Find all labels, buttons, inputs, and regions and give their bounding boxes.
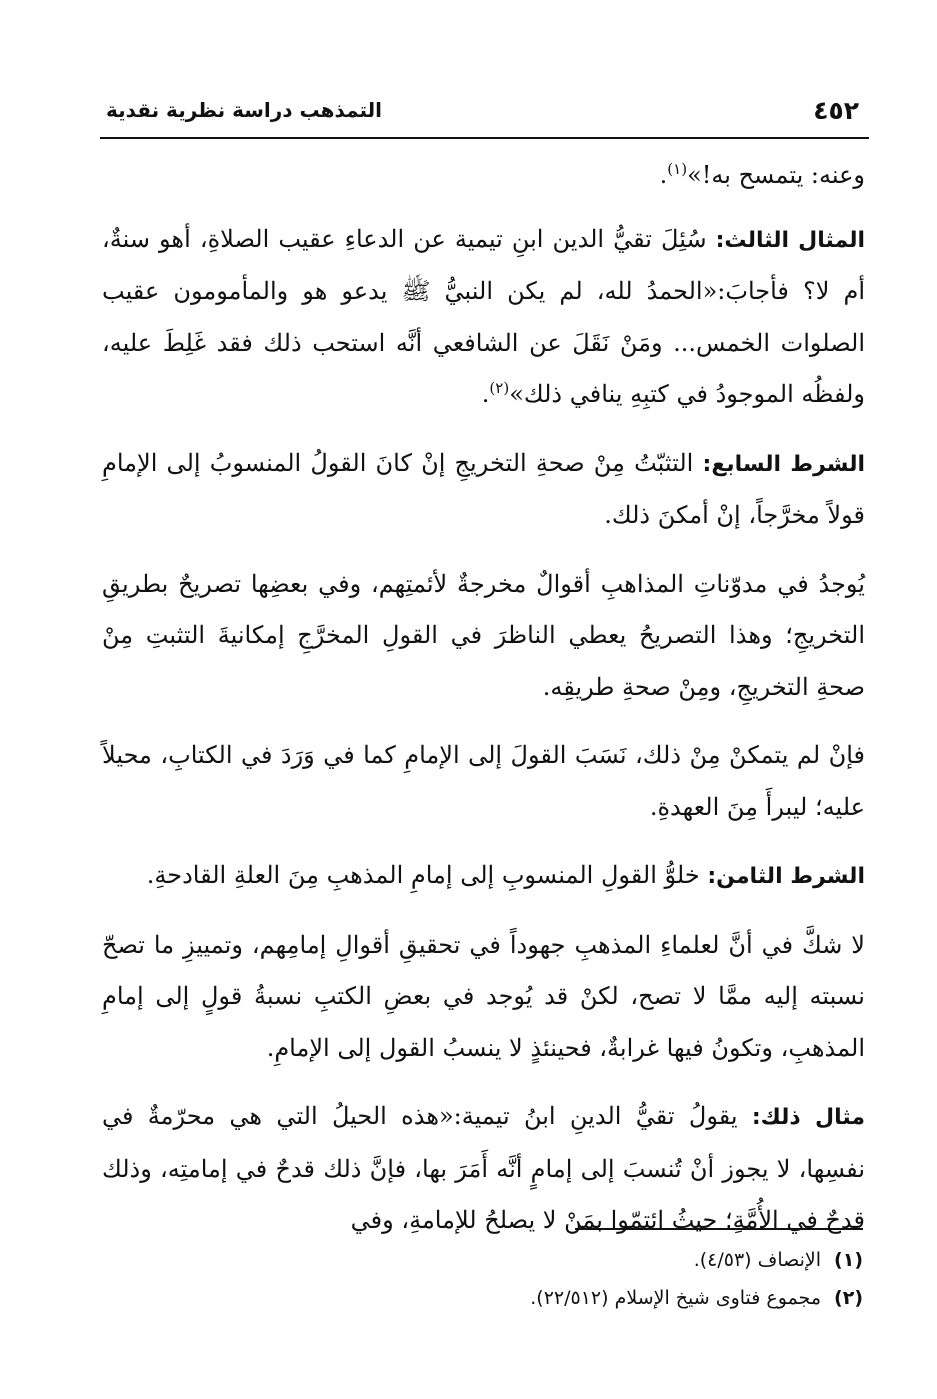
footnote-number: (١) bbox=[834, 1249, 863, 1271]
paragraph-tail: . bbox=[481, 380, 490, 408]
footnote bbox=[100, 1279, 863, 1317]
running-title: التمذهب دراسة نظرية نقدية bbox=[106, 98, 383, 122]
paragraph bbox=[102, 1091, 865, 1247]
paragraph bbox=[102, 730, 865, 833]
footnote-number: (٢) bbox=[834, 1287, 863, 1309]
paragraph bbox=[102, 559, 865, 714]
paragraph-text: فإنْ لم يتمكنْ مِنْ ذلك، نَسَبَ القولَ إلى الإمامِ كما في وَرَدَ في الكتابِ، محيلاً عليه؛ ليبرأَ مِنَ العهدةِ. bbox=[102, 741, 865, 821]
header-rule bbox=[100, 137, 869, 139]
footnotes bbox=[100, 1241, 863, 1317]
main-text bbox=[102, 150, 865, 1264]
page-header bbox=[100, 94, 867, 138]
page-number: ٤٥٢ bbox=[813, 96, 859, 125]
paragraph-tail: . bbox=[659, 161, 668, 189]
paragraph bbox=[102, 214, 865, 421]
paragraph bbox=[102, 850, 865, 903]
paragraph bbox=[102, 920, 865, 1075]
footnote-rule bbox=[575, 1228, 863, 1230]
paragraph-text: يقولُ تقيُّ الدينِ ابنُ تيمية:«هذه الحيلُ التي هي محرّمةٌ في نفسِها، لا يجوز أنْ تُنسبَ إلى إمامٍ أنَّه أَمَرَ بها، فإنَّ ذلك قدحٌ في إمامتِه، وذلك قدحٌ في الأُمَّةِ؛ حيثُ ائتمّوا بمَنْ لا يصلحُ للإمامةِ، وفي bbox=[102, 1102, 865, 1234]
paragraph-text: خلوُّ القولِ المنسوبِ إلى إمامِ المذهبِ مِنَ العلةِ القادحةِ. bbox=[146, 861, 708, 889]
footnote-text: مجموع فتاوى شيخ الإسلام (٢٢/٥١٢). bbox=[530, 1287, 821, 1309]
paragraph-lead: المثال الثالث: bbox=[715, 227, 865, 253]
paragraph bbox=[102, 438, 865, 542]
paragraph-lead: الشرط الثامن: bbox=[707, 864, 865, 889]
paragraph-lead: الشرط السابع: bbox=[702, 451, 865, 477]
paragraph-text: وعنه: يتمسح به!» bbox=[687, 161, 865, 189]
paragraph-text: سُئِلَ تقيُّ الدين ابنِ تيمية عن الدعاءِ عقيب الصلاةِ، أهو سنةٌ، أم لا؟ فأجابَ:«الحمدُ لله، لم يكن النبيُّ ﷺ يدعو هو والمأمومون عقيب الصلوات الخمس... ومَنْ نَقَلَ عن الشافعي أنَّه استحب ذلك فقد غَلِطَ عليه، ولفظُه الموجودُ في كتبِهِ ينافي ذلك» bbox=[102, 224, 865, 408]
paragraph-text: التثبّتُ مِنْ صحةِ التخريجِ إنْ كانَ القولُ المنسوبُ إلى الإمامِ قولاً مخرَّجاً، إنْ أمكنَ ذلك. bbox=[102, 448, 865, 529]
paragraph-text: لا شكَّ في أنَّ لعلماءِ المذهبِ جهوداً في تحقيقِ أقوالِ إمامِهم، وتمييزِ ما تصحّ نسبته إليه ممَّا لا تصح، لكنْ قد يُوجد في بعضِ الكتبِ نسبةُ قولٍ إلى إمامِ المذهبِ، وتكونُ فيها غرابةٌ، فحينئذٍ لا ينسبُ القول إلى الإمامِ. bbox=[102, 930, 865, 1062]
footnote-ref: (١) bbox=[667, 160, 688, 178]
footnote-text: الإنصاف (٤/٥٣). bbox=[693, 1249, 821, 1271]
footnote bbox=[100, 1241, 863, 1279]
footnote-ref: (٢) bbox=[489, 379, 510, 397]
paragraph-text: يُوجدُ في مدوّناتِ المذاهبِ أقوالٌ مخرجةٌ لأئمتِهم، وفي بعضِها تصريحٌ بطريقِ التخريجِ؛ وهذا التصريحُ يعطي الناظرَ في القولِ المخرَّجِ إمكانيةَ التثبتِ مِنْ صحةِ التخريجِ، ومِنْ صحةِ طريقِه. bbox=[102, 569, 865, 701]
paragraph-lead: مثال ذلك: bbox=[751, 1105, 865, 1130]
paragraph bbox=[102, 150, 865, 202]
